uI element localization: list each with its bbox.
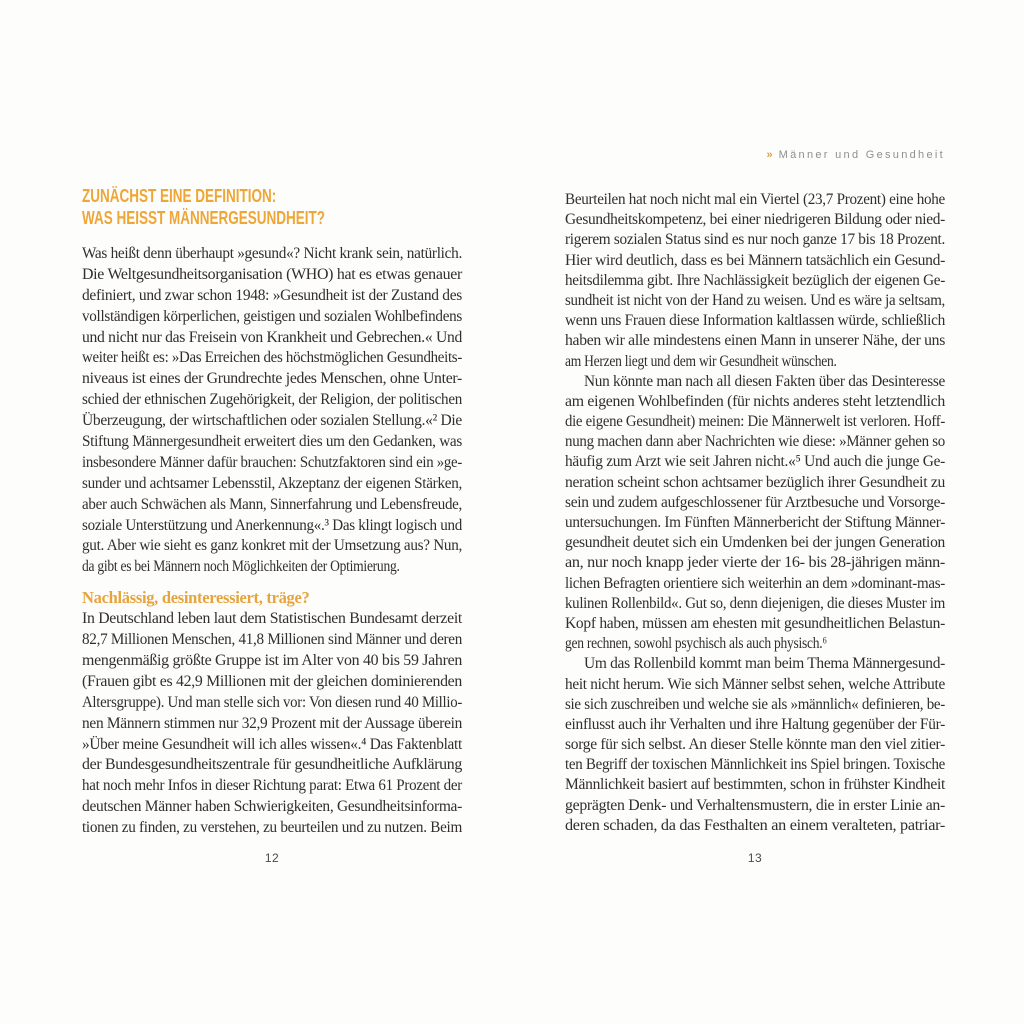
- text-line: (Frauen gibt es 42,9 Millionen mit der gleichen dominierenden: [82, 672, 462, 690]
- text-line: 82,7 Millionen Menschen, 41,8 Millionen sind Männer und deren: [82, 631, 462, 649]
- text-line: sie sich zuschreiben und welche sie als »männlich« definieren, be-: [565, 695, 945, 713]
- paragraph: [565, 373, 945, 656]
- text-line: schied der ethnischen Zugehörigkeit, der Religion, der politischen: [82, 391, 462, 409]
- text-line: sorge für sich selbst. An dieser Stelle könnte man den viel zitier-: [565, 736, 945, 754]
- text-line: geprägten Denk- und Verhaltensmustern, die in erster Linie an-: [565, 796, 945, 814]
- text-line: Kopf haben, müssen am ehesten mit gesundheitlichen Belastun-: [565, 614, 945, 632]
- chapter-heading-line-1: ZUNÄCHST EINE DEFINITION:: [82, 186, 277, 206]
- text-line: Überzeugung, der wirtschaftlichen oder sozialen Stellung.«² Die: [82, 412, 462, 430]
- double-chevron-icon: »: [766, 149, 773, 161]
- text-line: Die Weltgesundheitsorganisation (WHO) hat es etwas genauer: [82, 265, 462, 283]
- text-line: Altersgruppe). Und man stelle sich vor: Von diesen rund 40 Millio-: [82, 693, 462, 711]
- text-line: untersuchungen. Im Fünften Männerbericht der Stiftung Männer-: [565, 514, 945, 531]
- paragraph: [565, 191, 945, 373]
- text-line: kulinen Rollenbild«. Gut so, denn diejenigen, die dieses Muster im: [565, 594, 945, 612]
- text-line: an, nur noch knapp jeder vierte der 16- bis 28-jährigen männ-: [565, 554, 945, 572]
- text-line: gesundheit deutet sich ein Umdenken bei der jungen Generation: [565, 534, 945, 552]
- text-line: gut. Aber wie sieht es ganz konkret mit der Umsetzung aus? Nun,: [82, 537, 462, 555]
- right-page-body: [565, 191, 945, 837]
- text-line: sundheit ist nicht von der Hand zu weisen. Und es wäre ja seltsam,: [565, 291, 945, 309]
- paragraph: [82, 610, 462, 840]
- text-line: der Bundesgesundheitszentrale für gesundheitliche Aufklärung: [82, 756, 462, 774]
- text-line: nung machen dann aber Nachrichten wie diese: »Männer gehen so: [565, 433, 945, 451]
- text-line: neration scheint schon achtsamer bezüglich ihrer Gesundheit zu: [565, 473, 945, 491]
- section-subheading: Nachlässig, desinteressiert, träge?: [82, 588, 310, 608]
- paragraph: [565, 655, 945, 837]
- page-right: [565, 191, 945, 837]
- page-number-right: 13: [747, 851, 763, 865]
- text-line: nen Männern stimmen nur 32,9 Prozent mit der Aussage überein: [82, 714, 462, 732]
- text-line: da gibt es bei Männern noch Möglichkeiten der Optimierung.: [82, 558, 400, 576]
- text-line: In Deutschland leben laut dem Statistischen Bundesamt derzeit: [82, 610, 462, 628]
- text-line: tionen zu finden, zu verstehen, zu beurteilen und zu nutzen. Beim: [82, 819, 462, 837]
- text-line: und nicht nur das Freisein von Krankheit und Gebrechen.« Und: [82, 328, 462, 346]
- text-line: sein und zudem aufgeschlossener für Arztbesuche und Vorsorge-: [565, 493, 945, 511]
- text-line: soziale Unterstützung und Anerkennung«.³ Das klingt logisch und: [82, 516, 462, 534]
- page-left: [82, 185, 462, 840]
- text-line: heitsdilemma gibt. Ihre Nachlässigkeit bezüglich der eigenen Ge-: [565, 271, 945, 289]
- text-line: heit nicht herum. Wie sich Männer selbst sehen, welche Attribute: [565, 675, 945, 693]
- paragraph: [82, 245, 462, 579]
- text-line: Gesundheitskompetenz, bei einer niedrigeren Bildung oder nied-: [565, 211, 945, 229]
- text-line: mengenmäßig größte Gruppe ist im Alter von 40 bis 59 Jahren: [82, 652, 462, 670]
- text-line: deutschen Männer haben Schwierigkeiten, Gesundheitsinforma-: [82, 798, 462, 816]
- text-line: einflusst auch ihr Verhalten und ihre Haltung gegenüber der Für-: [565, 715, 945, 733]
- text-line: Hier wird deutlich, dass es bei Männern tatsächlich ein Gesund-: [565, 251, 945, 269]
- text-line: rigerem sozialen Status sind es nur noch ganze 17 bis 18 Prozent.: [565, 231, 945, 249]
- text-line: am Herzen liegt und dem wir Gesundheit wünschen.: [565, 352, 837, 370]
- text-line: definiert, und zwar schon 1948: »Gesundheit ist der Zustand des: [82, 286, 462, 304]
- text-line: lichen Befragten orientiere sich weiterhin an dem »dominant-mas-: [565, 574, 945, 592]
- text-line: Um das Rollenbild kommt man beim Thema Männergesund-: [584, 655, 945, 673]
- page-number-left: 12: [264, 851, 280, 865]
- text-line: hat noch mehr Infos in dieser Richtung parat: Etwa 61 Prozent der: [82, 777, 462, 795]
- text-line: sunder und achtsamer Lebensstil, Akzeptanz der eigenen Stärken,: [82, 474, 462, 492]
- text-line: die eigene Gesundheit) meinen: Die Männerwelt ist verloren. Hoff-: [565, 413, 945, 431]
- text-line: deren schaden, da das Festhalten an einem veralteten, patriar-: [565, 816, 945, 834]
- text-line: häufig zum Arzt wie seit Jahren nicht.«⁵ Und auch die junge Ge-: [565, 453, 945, 471]
- chapter-heading: [82, 185, 367, 229]
- text-line: weiter heißt es: »Das Erreichen des höchstmöglichen Gesundheits-: [82, 349, 462, 367]
- text-line: haben wir alle mindestens einen Mann in unserer Nähe, der uns: [565, 332, 945, 350]
- text-line: Stiftung Männergesundheit erweitert dies um den Gedanken, was: [82, 433, 462, 451]
- text-line: vollständigen körperlichen, geistigen und sozialen Wohlbefindens: [82, 307, 462, 325]
- text-line: »Über meine Gesundheit will ich alles wissen«.⁴ Das Faktenblatt: [82, 735, 462, 753]
- text-line: Beurteilen hat noch nicht mal ein Viertel (23,7 Prozent) eine hohe: [565, 191, 945, 208]
- running-head-text: Männer und Gesundheit: [778, 149, 945, 161]
- text-line: wenn uns Frauen diese Information kaltlassen würde, schließlich: [565, 312, 945, 330]
- text-line: niveaus ist eines der Grundrechte jedes Menschen, ohne Unter-: [82, 370, 462, 388]
- text-line: Was heißt denn überhaupt »gesund«? Nicht krank sein, natürlich.: [82, 245, 462, 262]
- text-line: aber auch Schwächen als Mann, Sinnerfahrung und Lebensfreude,: [82, 495, 462, 513]
- text-line: Nun könnte man nach all diesen Fakten über das Desinteresse: [584, 372, 945, 390]
- text-line: Männlichkeit basiert auf bestimmten, schon in frühster Kindheit: [565, 776, 945, 794]
- chapter-heading-line-2: WAS HEISST MÄNNERGESUNDHEIT?: [82, 208, 326, 228]
- running-head: [767, 149, 945, 161]
- text-line: am eigenen Wohlbefinden (für nichts anderes steht letztendlich: [565, 392, 945, 410]
- text-line: ten Begriff der toxischen Männlichkeit ins Spiel bringen. Toxische: [565, 756, 945, 774]
- left-page-body: [82, 245, 462, 840]
- text-line: gen rechnen, sowohl psychisch als auch physisch.⁶: [565, 635, 827, 653]
- text-line: insbesondere Männer dafür brauchen: Schutzfaktoren sind ein »ge-: [82, 453, 462, 471]
